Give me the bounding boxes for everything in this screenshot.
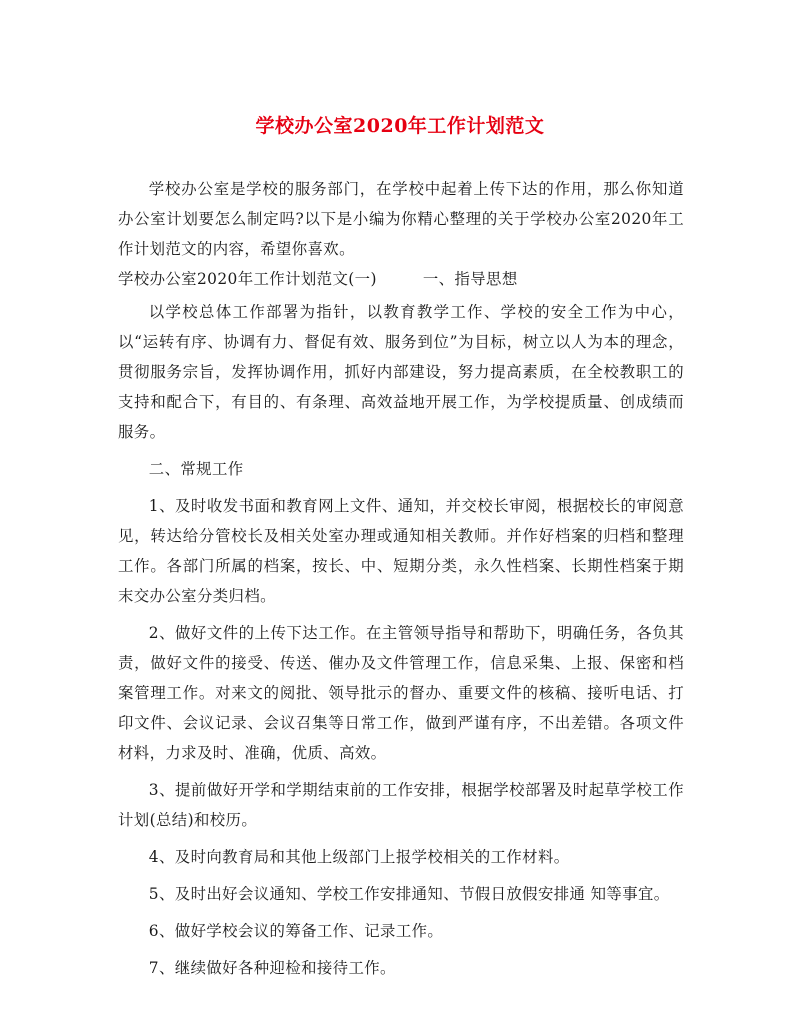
list-item-3: 3、提前做好开学和学期结束前的工作安排，根据学校部署及时起草学校工作计划(总结)和校历。	[118, 781, 684, 829]
document-title: 学校办公室2020年工作计划范文	[255, 115, 545, 137]
section2-heading: 二、常规工作	[148, 460, 244, 478]
list-item-7: 7、继续做好各种迎检和接待工作。	[148, 959, 396, 977]
section1-heading: 一、指导思想	[422, 270, 518, 288]
document-body	[118, 174, 684, 983]
subtitle-line	[118, 264, 684, 294]
list-item-4: 4、及时向教育局和其他上级部门上报学校相关的工作材料。	[148, 848, 570, 866]
subtitle: 学校办公室2020年工作计划范文(一)	[118, 270, 377, 288]
intro-paragraph: 学校办公室是学校的服务部门，在学校中起着上传下达的作用，那么你知道办公室计划要怎么制定吗?以下是小编为你精心整理的关于学校办公室2020年工作计划范文的内容，希望你喜欢。	[118, 180, 684, 258]
section1-paragraph: 以学校总体工作部署为指针，以教育教学工作、学校的安全工作为中心，以“运转有序、协调有力、督促有效、服务到位”为目标，树立以人为本的理念，贯彻服务宗旨，发挥协调作用，抓好内部建设，努力提高素质，在全校教职工的支持和配合下，有目的、有条理、高效益地开展工作，为学校提质量、创成绩而服务。	[118, 303, 684, 441]
list-item-6: 6、做好学校会议的筹备工作、记录工作。	[148, 922, 444, 940]
list-item-2: 2、做好文件的上传下达工作。在主管领导指导和帮助下，明确任务，各负其责，做好文件的接受、传送、催办及文件管理工作，信息采集、上报、保密和档案管理工作。对来文的阅批、领导批示的督办、重要文件的核稿、接听电话、打印文件、会议记录、会议召集等日常工作，做到严谨有序，不出差错。各项文件材料，力求及时、准确，优质、高效。	[118, 624, 684, 762]
list-item-5: 5、及时出好会议通知、学校工作安排通知、节假日放假安排通 知等事宜。	[148, 885, 670, 903]
list-item-1: 1、及时收发书面和教育网上文件、通知，并交校长审阅，根据校长的审阅意见，转达给分管校长及相关处室办理或通知相关教师。并作好档案的归档和整理工作。各部门所属的档案，按长、中、短期分类，永久性档案、长期性档案于期末交办公室分类归档。	[118, 497, 684, 605]
